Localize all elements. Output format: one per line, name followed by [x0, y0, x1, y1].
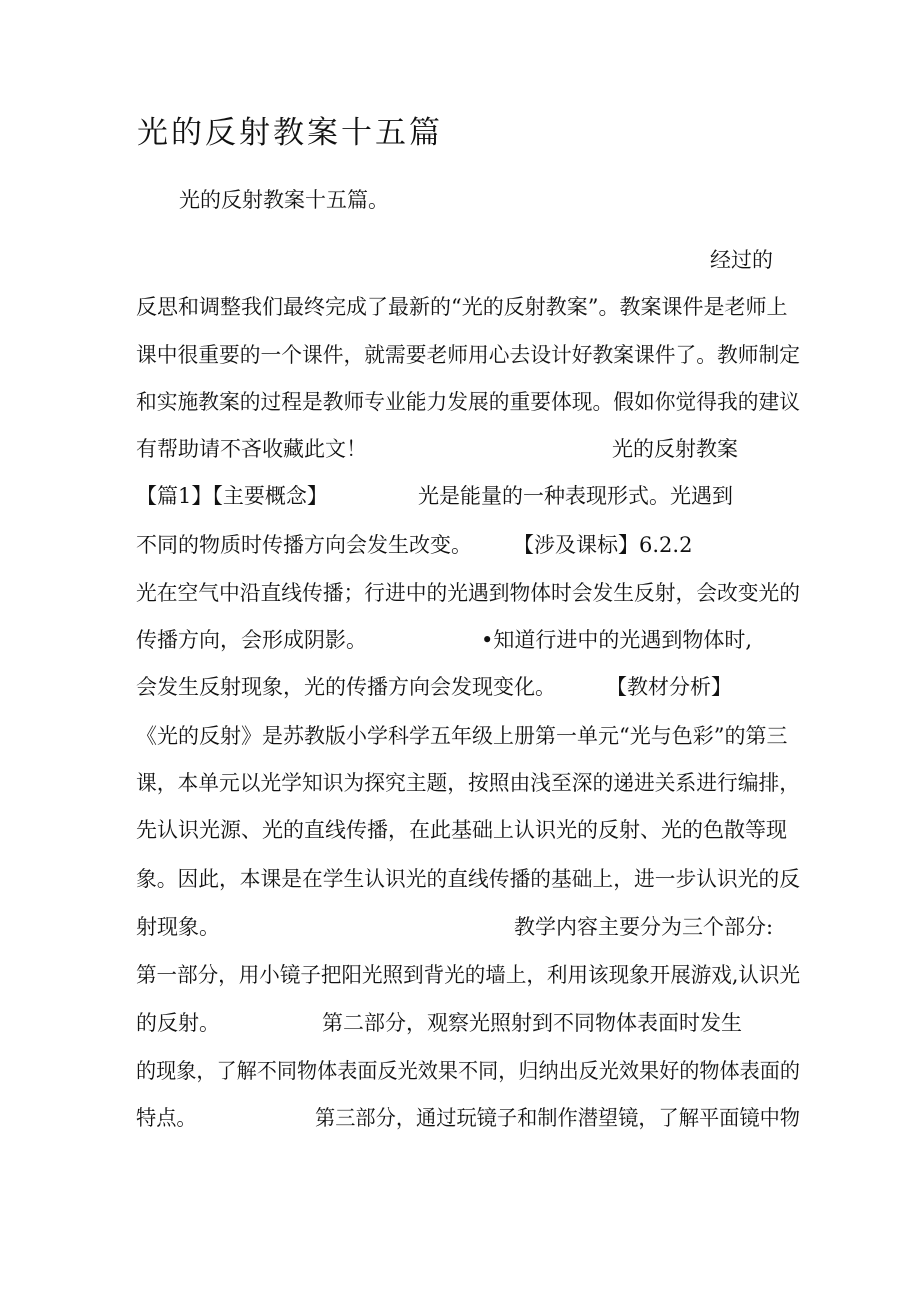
text-segment: 光是能量的一种表现形式。光遇到 — [418, 484, 733, 508]
text-segment: •知道行进中的光遇到物体时, — [481, 628, 753, 652]
text-segment: 光的反射教案 — [612, 437, 738, 461]
text-segment: 光的反射教案十五篇。 — [179, 188, 389, 212]
text-segment: 会发生反射现象，光的传播方向会发现变化。 — [136, 675, 556, 699]
text-segment: 特点。 — [136, 1106, 197, 1130]
document-title: 光的反射教案十五篇 — [137, 115, 443, 151]
text-segment: 教学内容主要分为三个部分: — [514, 915, 774, 939]
text-segment: 课中很重要的一个课件，就需要老师用心去设计好教案课件了。教师制定 — [136, 343, 801, 367]
text-segment: 光在空气中沿直线传播；行进中的光遇到物体时会发生反射，会改变光的 — [136, 581, 801, 605]
text-segment: 课，本单元以光学知识为探究主题，按照由浅至深的递进关系进行编排， — [136, 771, 801, 795]
text-segment: 第二部分，观察光照射到不同物体表面时发生 — [322, 1011, 742, 1035]
text-segment: 《光的反射》是苏教版小学科学五年级上册第一单元“光与色彩”的第三 — [136, 724, 788, 748]
text-segment: 有帮助请不吝收藏此文！ — [136, 437, 367, 461]
text-segment: 象。因此，本课是在学生认识光的直线传播的基础上，进一步认识光的反 — [136, 867, 801, 891]
text-segment: 不同的物质时传播方向会发生改变。 — [136, 533, 472, 557]
text-segment: 第一部分，用小镜子把阳光照到背光的墙上，利用该现象开展游戏,认识光 — [136, 963, 801, 987]
text-segment: 射现象。 — [136, 915, 220, 939]
text-segment: 传播方向，会形成阴影。 — [136, 628, 367, 652]
text-segment: 的反射。 — [136, 1011, 220, 1035]
text-segment: 【篇1】【主要概念】 — [136, 484, 328, 508]
text-segment: 经过的 — [710, 248, 773, 272]
text-segment: 先认识光源、光的直线传播，在此基础上认识光的反射、光的色散等现 — [136, 818, 787, 842]
text-segment: 和实施教案的过程是教师专业能力发展的重要体现。假如你觉得我的建议 — [136, 390, 801, 414]
text-segment: 【教材分析】 — [606, 675, 732, 699]
text-segment: 【涉及课标】6.2.2 — [513, 533, 693, 557]
text-segment: 的现象，了解不同物体表面反光效果不同，归纳出反光效果好的物体表面的 — [136, 1059, 801, 1083]
text-segment: 第三部分，通过玩镜子和制作潜望镜，了解平面镜中物 — [314, 1106, 800, 1130]
text-segment: 反思和调整我们最终完成了最新的“光的反射教案”。教案课件是老师上 — [136, 295, 788, 319]
